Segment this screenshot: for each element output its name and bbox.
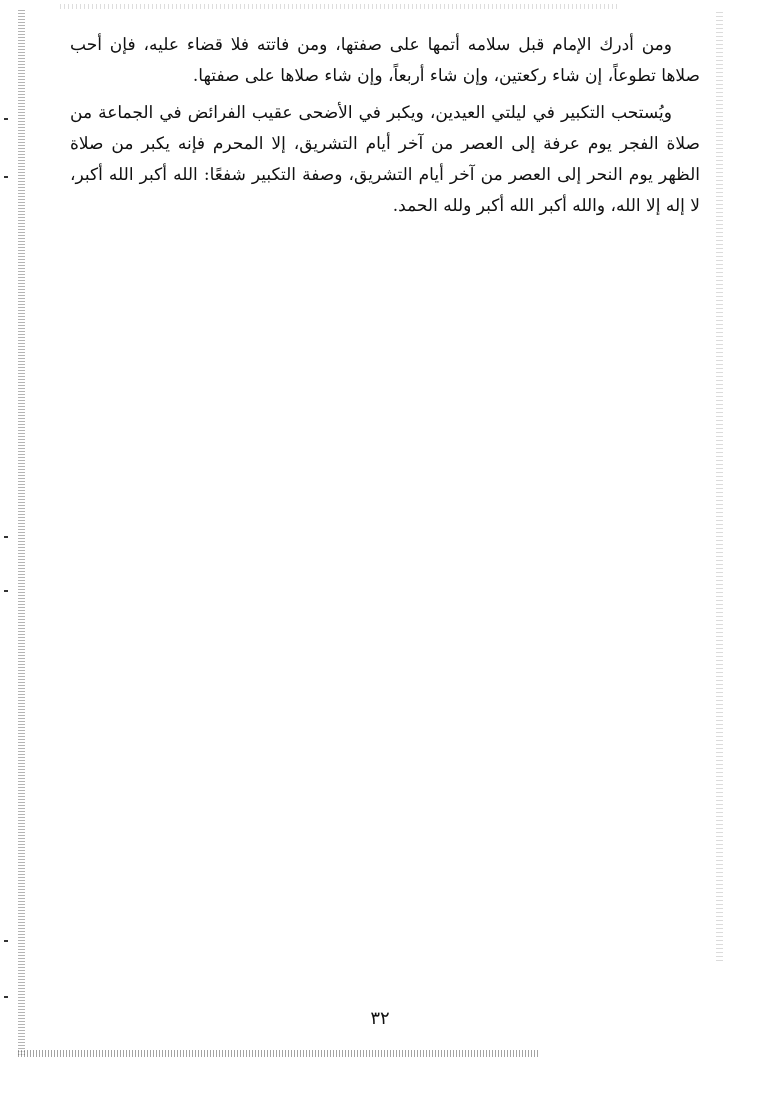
- ornamental-border-left: [18, 10, 25, 1055]
- scan-mark: [4, 536, 8, 538]
- paragraph-2: ويُستحب التكبير في ليلتي العيدين، ويكبر في الأضحى عقيب الفرائض في الجماعة من صلاة الفجر يوم عرفة إلى العصر من آخر أيام التشريق، إلا المحرم فإنه يكبر من صلاة الظهر يوم النحر إلى العصر من آخر أيام التشريق، وصفة التكبير شفعًا: الله أكبر الله أكبر، لا إله إلا الله، والله أكبر الله أكبر ولله الحمد.: [70, 103, 700, 216]
- ornamental-border-right: [716, 12, 723, 962]
- page-number: ٣٢: [370, 1008, 390, 1029]
- scan-mark: [4, 996, 8, 998]
- ornamental-border-bottom: [18, 1050, 538, 1057]
- paragraph-1: ومن أدرك الإمام قبل سلامه أتمها على صفتها، ومن فاتته فلا قضاء عليه، فإن أحب صلاها تطوعاً، إن شاء ركعتين، وإن شاء أربعاً، وإن شاء صلاها على صفتها.: [70, 35, 700, 86]
- scan-mark: [4, 118, 8, 120]
- ornamental-border-top: [60, 4, 620, 9]
- scan-mark: [4, 940, 8, 942]
- body-text: [70, 30, 700, 228]
- scan-mark: [4, 590, 8, 592]
- scan-mark: [4, 176, 8, 178]
